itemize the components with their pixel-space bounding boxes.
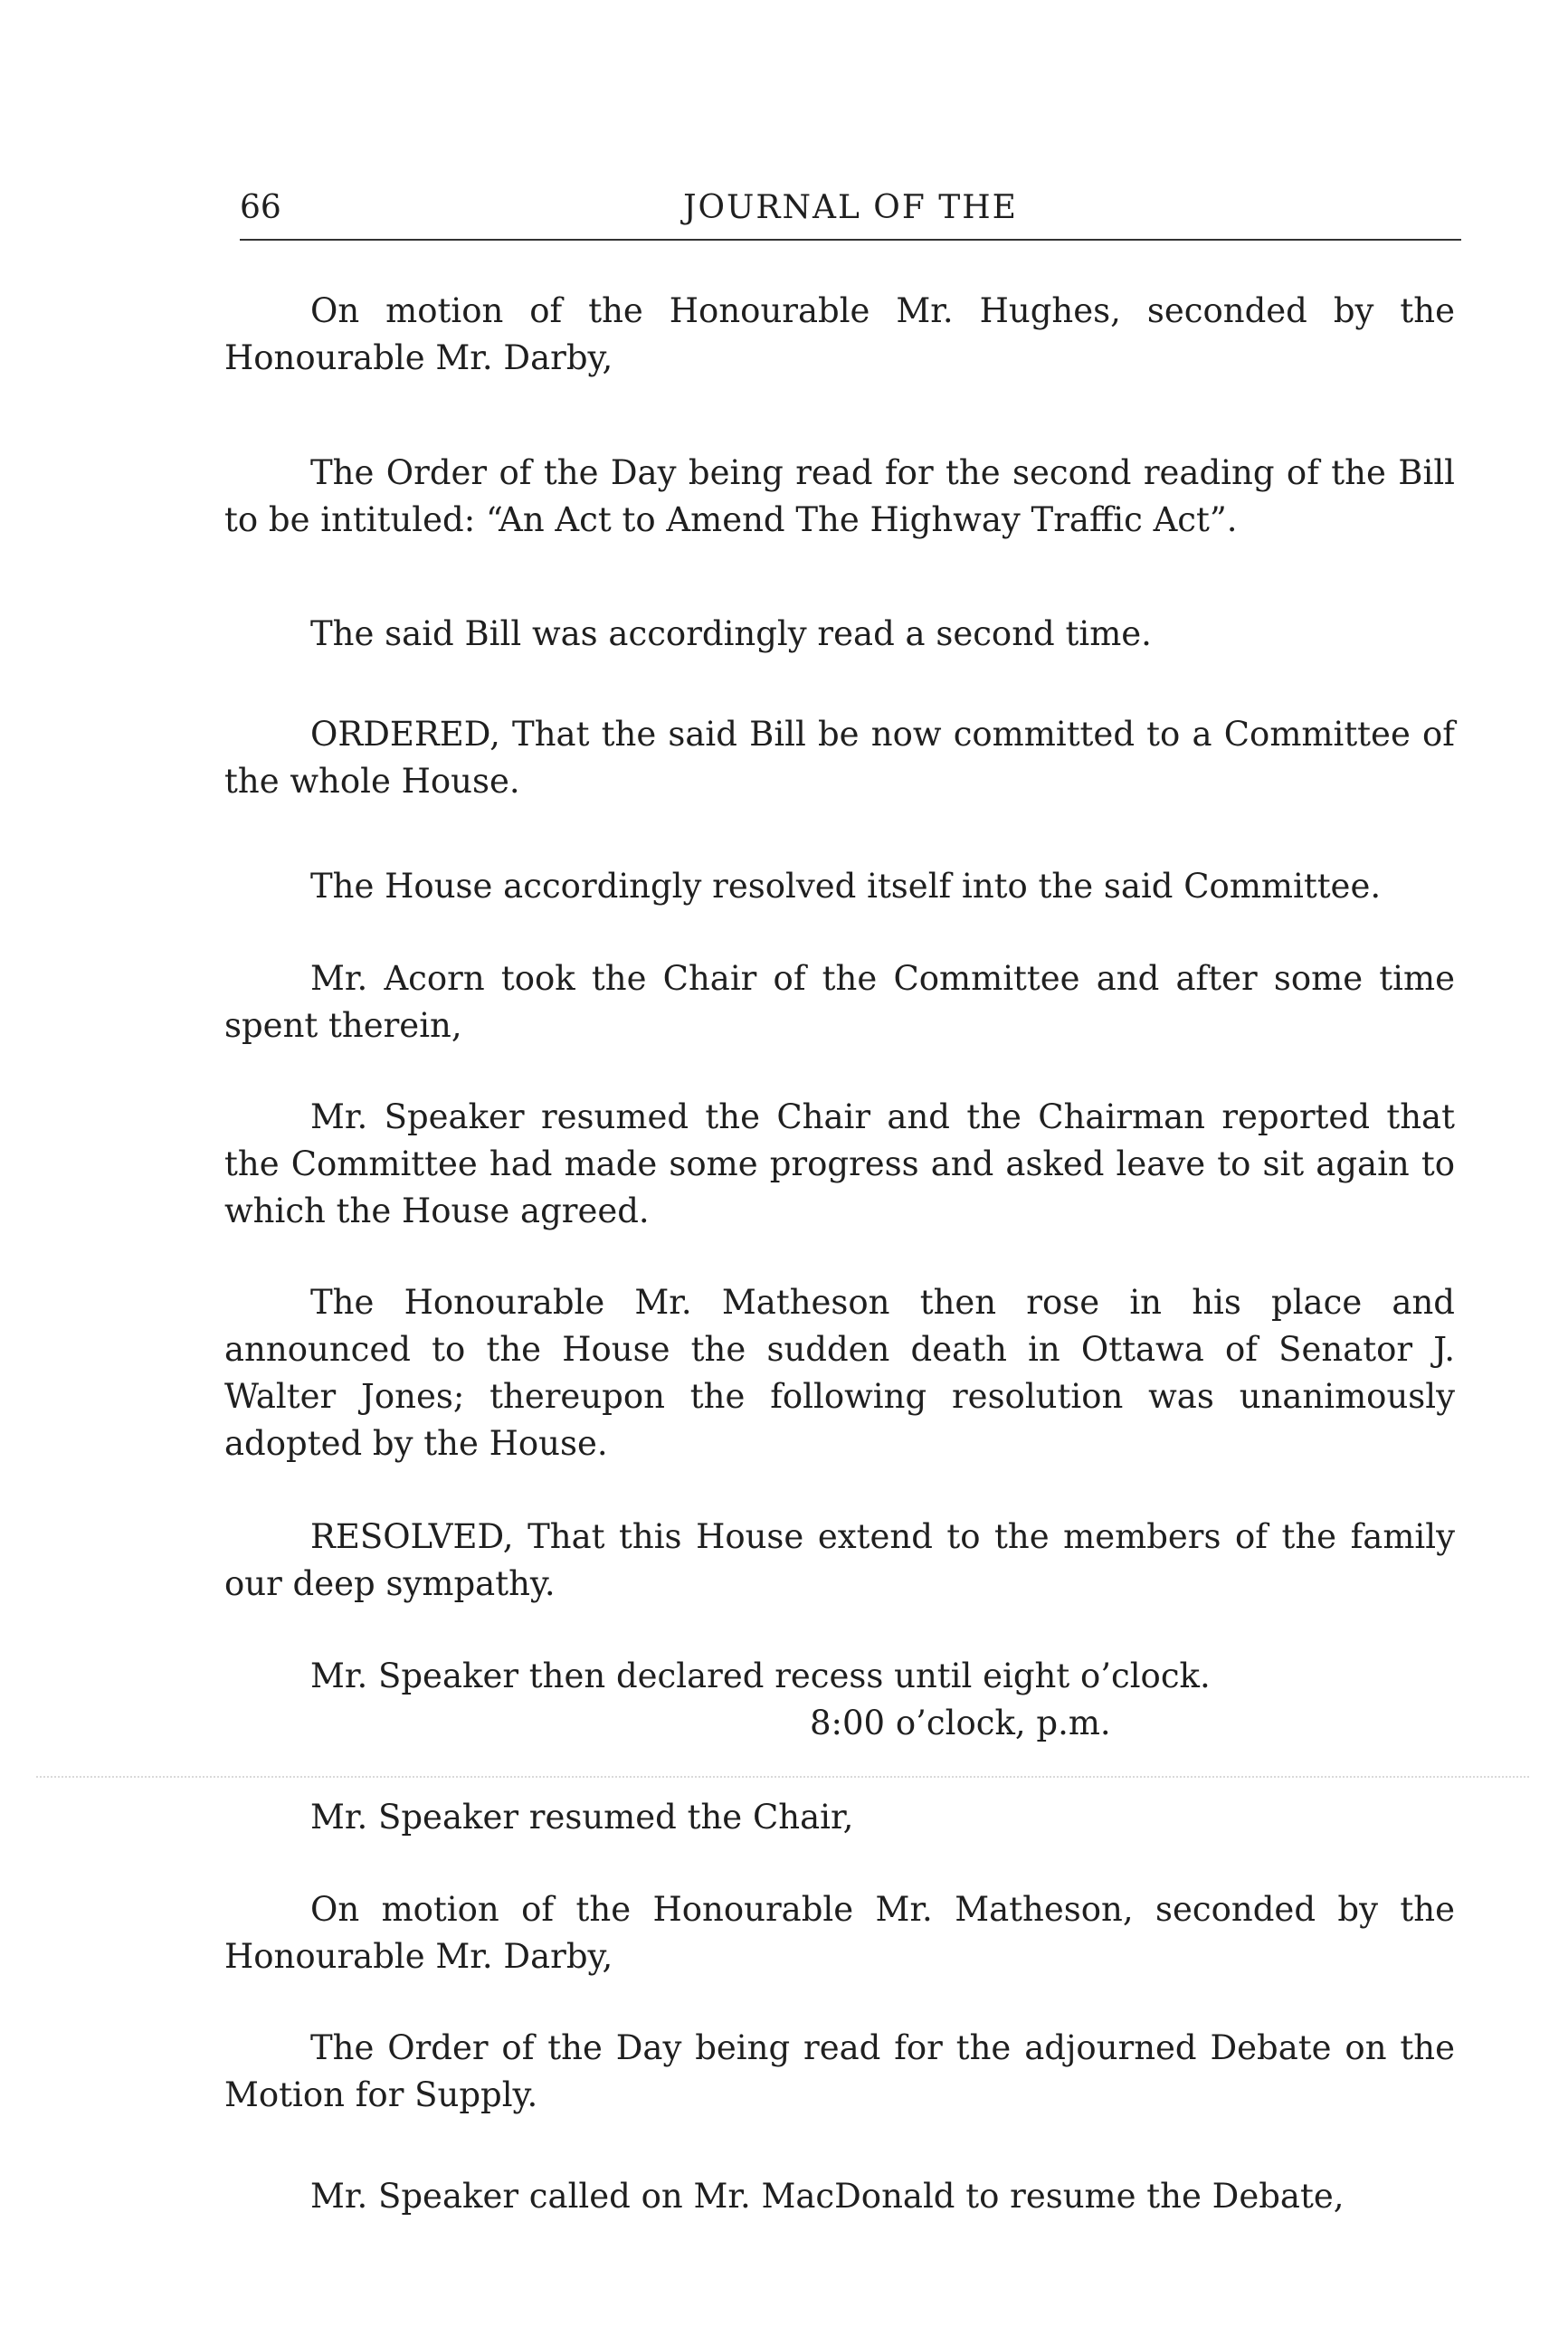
page-number: 66 (240, 189, 281, 226)
paragraph-speaker-resumed-report: Mr. Speaker resumed the Chair and the Chairman reported that the Committee had made some progress and asked leave to sit again to which the House agreed. (224, 1097, 1455, 1230)
paragraph-recess: Mr. Speaker then declared recess until eight o’clock. (310, 1657, 1211, 1695)
running-title: JOURNAL OF THE (683, 189, 1018, 226)
paragraph-motion-hughes: On motion of the Honourable Mr. Hughes, seconded by the Honourable Mr. Darby, (224, 291, 1455, 377)
paragraph-ordered-committed: ORDERED, That the said Bill be now committed to a Committee of the whole House. (224, 715, 1455, 801)
paragraph-resolved-sympathy: RESOLVED, That this House extend to the members of the family our deep sympathy. (224, 1517, 1455, 1603)
paragraph-motion-matheson: On motion of the Honourable Mr. Matheson, seconded by the Honourable Mr. Darby, (224, 1890, 1455, 1976)
page-header (240, 185, 1461, 240)
paragraph-order-second-reading: The Order of the Day being read for the second reading of the Bill to be intituled: “An Act to Amend The Highway Traffic Act”. (224, 453, 1455, 539)
header-rule (240, 239, 1461, 241)
time-marker: 8:00 o’clock, p.m. (810, 1704, 1111, 1742)
paragraph-acorn-chair: Mr. Acorn took the Chair of the Committee and after some time spent therein, (224, 959, 1455, 1045)
paragraph-macdonald-debate: Mr. Speaker called on Mr. MacDonald to resume the Debate, (310, 2177, 1345, 2216)
paragraph-house-resolved: The House accordingly resolved itself into the said Committee. (310, 867, 1382, 906)
paragraph-matheson-announcement: The Honourable Mr. Matheson then rose in his place and announced to the House the sudden death in Ottawa of Senator J. Walter Jones; thereupon the following resolution was unanimously adopted by the House. (224, 1283, 1455, 1463)
paragraph-bill-read: The said Bill was accordingly read a second time. (310, 614, 1152, 653)
paragraph-adjourned-debate: The Order of the Day being read for the adjourned Debate on the Motion for Supply. (224, 2028, 1455, 2114)
scan-artifact-line (36, 1776, 1529, 1778)
paragraph-speaker-resumed-chair: Mr. Speaker resumed the Chair, (310, 1798, 854, 1837)
